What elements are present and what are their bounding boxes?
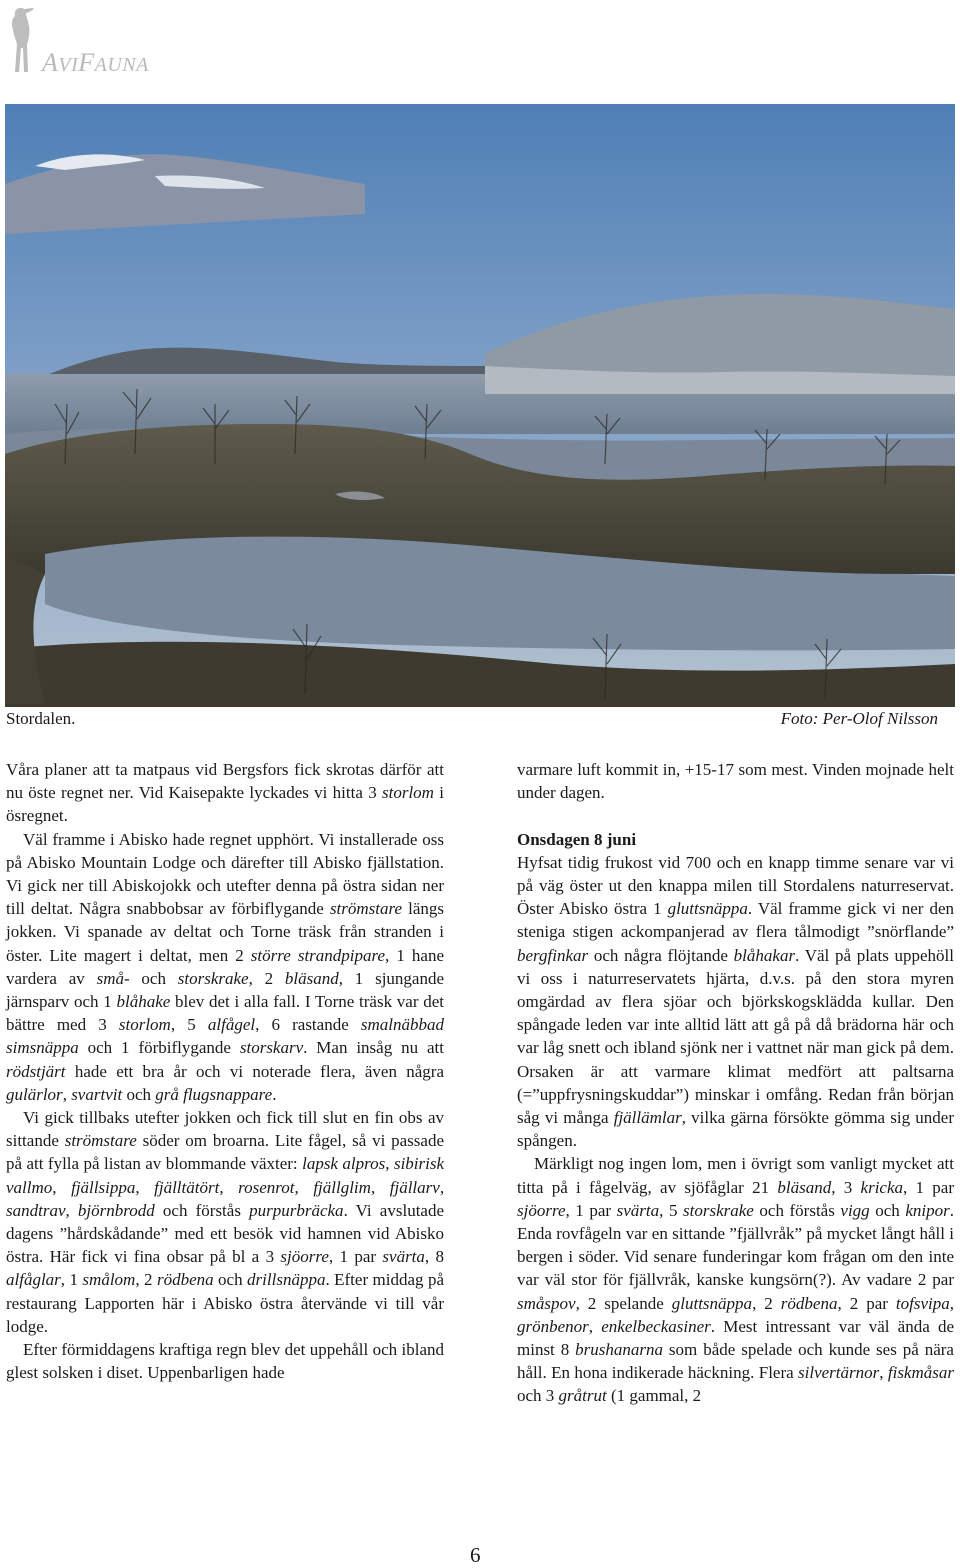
species-name: alfågel [207,1015,256,1035]
text-run: Efter förmiddagens kraftiga regn blev det uppehåll och ibland glest solsken i diset. Uppenbarligen hade [6,1340,444,1383]
species-name: rödstjärt [6,1061,66,1081]
text-run: , 3 [831,1177,861,1197]
species-name: större strandpipare [250,945,386,965]
text-run: , 1 [60,1270,83,1290]
text-run: , [949,1293,954,1313]
text-run: Våra planer att ta matpaus vid Bergsfors fick skrotas därför att nu öste regnet ner. Vid Kaisepakte lyckades vi hitta 3 [6,760,444,803]
species-name: storlom [382,783,434,803]
text-run: . Efter middag på restaurang Lapporten här i Abisko östra återvände vi till vår lodge. [6,1270,445,1336]
body-paragraph [517,758,954,804]
page-number: 6 [470,1543,481,1567]
species-name: sjöorre [280,1247,329,1267]
species-name: fiskmåsar [887,1363,954,1383]
text-run: , [294,1177,314,1197]
species-name: bläsand [284,968,339,988]
landscape-photo [5,104,955,707]
text-run: och [213,1270,248,1290]
species-name: sibirisk vallmo [6,1154,445,1197]
text-run: , 2 [135,1270,157,1290]
photo-caption: Stordalen. [6,709,76,728]
species-name: bergfinkar [517,945,589,965]
text-run: , [52,1177,72,1197]
species-name: sjöorre [517,1200,566,1220]
text-run: . Man insåg nu att [303,1038,444,1058]
body-paragraph [6,1338,444,1384]
text-run: , 5 [170,1015,208,1035]
species-name: strömstare [329,899,403,919]
body-paragraph [6,828,444,1106]
text-run: Märkligt nog ingen lom, men i övrigt som vanligt mycket att titta på i fågelväg, av sjöfåglar 21 [517,1154,954,1197]
text-run: hade ett bra år och vi noterade flera, även några [65,1061,444,1081]
species-name: storlom [118,1015,171,1035]
text-run: , 2 par [837,1293,896,1313]
text-run: , [135,1177,155,1197]
body-paragraph [517,1152,954,1407]
text-run: , 2 [752,1293,781,1313]
bird-silhouette-icon [6,4,40,74]
text-run: Vi gick tillbaks utefter jokken och fick till slut en fin obs av sittande [6,1108,444,1151]
text-run: . Vi avslutade dagens ”hårdskådande” med ett besök vid hamnen vid Abisko östra. Här fick vi fina obsar på bl a 3 [6,1200,445,1267]
text-run: söder om broarna. Lite fågel, så vi passade på att fylla på listan av blommande växter: [6,1131,444,1174]
species-name: rödbena [156,1270,214,1290]
text-run: , [439,1177,445,1197]
species-name: storskrake [683,1200,754,1220]
species-name: blåhakar [733,945,796,965]
avifauna-logo [6,4,206,78]
text-run: och 3 [517,1386,559,1406]
body-paragraph [6,758,444,828]
text-run: , [65,1200,78,1220]
text-run: , [879,1363,888,1383]
species-name: fjällglim [313,1177,371,1197]
species-name: fjällarv [389,1177,440,1197]
species-name: enkelbeckasiner [601,1316,711,1336]
text-run: längs jokken. Vi spanade av deltat och Torne träsk från stranden i öster. Lite magert i deltat, men 2 [6,899,445,965]
text-run: . [272,1084,277,1104]
species-name: sandtrav [6,1200,66,1220]
species-name: strömstare [64,1131,137,1151]
species-name: kricka [860,1177,904,1197]
species-name: alfåglar [6,1270,61,1290]
text-run: Onsdagen 8 juni [517,829,637,849]
species-name: svartvit [71,1084,123,1104]
species-name: storskrake [177,968,249,988]
text-run: . Väl framme gick vi ner den steniga stigen ackompanjerad av flera tålmodigt ”snörflande” [517,899,955,942]
species-name: knipor [905,1200,950,1220]
text-run: , 1 sjungande järnsparv och 1 [6,968,445,1012]
body-paragraph [517,851,954,1153]
species-name: fjällämlar [613,1108,682,1128]
species-name: bläsand [777,1177,832,1197]
species-name: smålom [82,1270,136,1290]
text-run: , 2 [248,968,285,988]
text-run: och [869,1200,906,1220]
species-name: storskarv [239,1038,304,1058]
species-name: gluttsnäppa [667,899,748,919]
text-run: , 1 hane vardera av [6,945,444,988]
text-run: , 1 par [903,1177,955,1197]
species-name: rödbena [780,1293,838,1313]
species-name: smalnäbbad simsnäppa [6,1015,445,1058]
text-run: Väl framme i Abisko hade regnet upphört. Vi installerade oss på Abisko Mountain Lodge och därefter till Abisko fjällstation. Vi gick ner till Abiskojokk och utefter denna på östra sidan ner till deltat. Några snabbobsar av förbiflygande [6,829,444,919]
text-run: , [219,1177,239,1197]
species-name: silvertärnor [798,1363,880,1383]
species-name: små- [96,968,130,988]
section-heading [517,828,954,851]
species-name: drillsnäppa [247,1270,326,1290]
left-text-column [6,758,444,1384]
text-run: , vilka gärna försökte gömma sig under spången. [517,1108,954,1151]
photo-credit: Foto: Per-Olof Nilsson [780,709,938,728]
text-run: . Enda rovfågeln var en sittande ”fjällvråk” på mycket långt håll i bergen i söder. Vid senare funderingar kom frågan om den inte var väl stor för fjällvråk, kanske kungsörn(?). Av vadare 2 par [517,1200,954,1290]
species-name: purpurbräcka [249,1200,344,1220]
species-name: gluttsnäppa [671,1293,753,1313]
text-run: och förstås [753,1200,841,1220]
text-run: , 2 spelande [575,1293,672,1313]
text-run: i ösregnet. [6,783,444,826]
text-run: , [385,1154,394,1174]
text-run: . Mest intressant var väl ända de minst 8 [517,1316,955,1360]
text-run: blev det i alla fall. I Torne träsk var det bättre med 3 [6,992,444,1035]
text-run: , [588,1316,602,1336]
species-name: svärta [382,1247,425,1267]
species-name: fjälltätört [154,1177,220,1197]
species-name: grönbenor [517,1316,589,1336]
text-run: och [129,968,178,988]
text-run: varmare luft kommit in, +15-17 som mest. Vinden mojnade helt under dagen. [517,760,954,803]
species-name: gråtrut [558,1386,607,1406]
species-name: fjällsippa [71,1177,136,1197]
text-run: , 5 [659,1200,684,1220]
text-run: , [62,1084,72,1104]
right-text-column [517,758,954,1408]
text-run: , 1 par [565,1200,617,1220]
text-run: som både spelade och kunde ses på nära håll. En hona indikerade häckning. Flera [517,1340,954,1383]
body-paragraph [6,1106,444,1338]
species-name: lapsk alpros [302,1154,386,1174]
text-run: , 8 [424,1247,444,1267]
species-name: björnbrodd [77,1200,155,1220]
species-name: blåhake [116,992,171,1012]
species-name: grå flugsnappare [155,1084,273,1104]
logo-wordmark: AVIFAUNA [42,48,149,77]
text-run: , [370,1177,390,1197]
species-name: svärta [616,1200,660,1220]
species-name: gulärlor [6,1084,63,1104]
species-name: vigg [840,1200,870,1220]
text-run: Hyfsat tidig frukost vid 700 och en knapp timme senare var vi på väg öster ut den knappa milen till Stordalens naturreservat. Öster Abisko östra 1 [517,852,954,919]
species-name: småspov [517,1293,576,1313]
text-run: och förstås [154,1200,250,1220]
text-run: , 1 par [328,1247,383,1267]
species-name: tofsvipa [895,1293,950,1313]
text-run: (1 gammal, 2 [606,1386,702,1406]
text-run: och [122,1084,156,1104]
text-run: . Väl på plats uppehöll vi oss i naturreservatets hjärta, d.v.s. på den stora myren omgärdad av flera sjöar och björkskogsklädda kullar. Den spångade leden var inte alltid lätt att gå på då brädorna här och var låg snett och ibland sjönk ner i vattnet när man gick på dem. Orsaken är att varmare klimat medfört att paltsarna (=”uppfrysningskuddar”) minskar i omfång. Redan från början såg vi många [517,945,954,1128]
text-run: och några flöjtande [588,945,734,965]
text-run: och 1 förbiflygande [78,1038,240,1058]
text-run: , 6 rastande [255,1015,361,1035]
species-name: brushanarna [575,1340,663,1360]
species-name: rosenrot [238,1177,295,1197]
